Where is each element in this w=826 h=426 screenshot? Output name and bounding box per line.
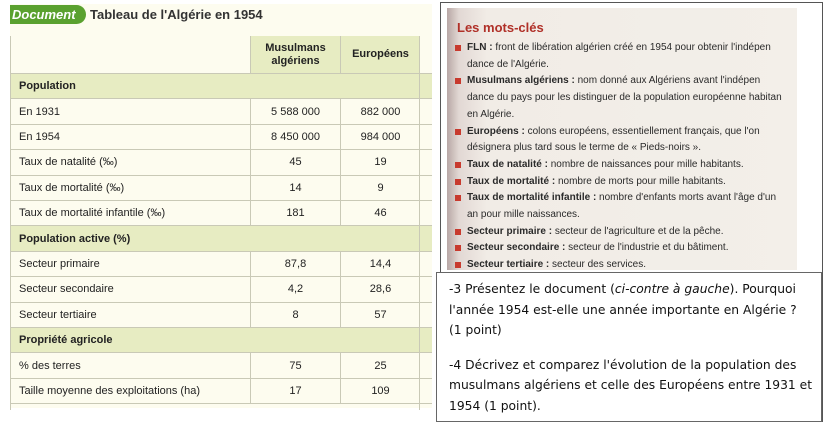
table-header-row [10,36,432,74]
keyword-definition: nombre d'enfants morts avant l'âge d'un [596,192,777,204]
row-label: Population active (%) [19,232,131,245]
keyword-term: Secteur primaire : [467,225,553,237]
cell-musulmans: 8 450 000 [250,125,340,149]
table-row [10,303,432,328]
table-section-row [10,226,432,251]
keyword-line [451,257,796,270]
cell-europeens: 57 [340,303,420,327]
keywords-title: Les mots-clés [457,20,544,35]
document-title: Tableau de l'Algérie en 1954 [90,7,263,22]
keyword-term: FLN : [467,42,493,53]
header-europeens: Européens [340,36,420,73]
cell-europeens: 46 [340,201,420,225]
table-row [10,125,432,150]
header-empty-cell [10,36,250,73]
keyword-definition: nombre de morts pour mille habitants. [555,175,726,187]
row-label: Taux de natalité (‰) [19,156,118,169]
keyword-term: Taux de natalité : [467,158,548,170]
cell-musulmans: 5 588 000 [250,99,340,123]
bullet-icon [455,179,461,185]
cell-musulmans: 8 [250,303,340,327]
keyword-definition: colons européens, essentiellement français, que l'on [524,125,760,137]
keyword-definition: en Algérie. [467,108,515,120]
keyword-line [451,124,796,141]
keyword-line [451,140,796,157]
document-header [10,4,432,26]
cell-musulmans: 45 [250,150,340,174]
question-3-suffix: ). Pourquoi l'année 1954 est-elle une année importante en Algérie ? (1 point) [449,282,797,337]
keyword-term: Taux de mortalité : [467,175,556,187]
keyword-line [451,224,796,241]
row-label: Taux de mortalité infantile (‰) [19,207,166,220]
cell-europeens: 28,6 [340,277,420,301]
keyword-line [451,57,796,74]
bullet-icon [455,129,461,135]
questions-box [436,272,822,422]
cell-europeens: 25 [340,353,420,377]
table-row [10,379,432,404]
row-label: En 1954 [19,130,60,143]
keyword-line [451,40,796,57]
header-musulmans: Musulmans algériens [250,36,340,73]
cell-europeens: 9 [340,176,420,200]
keyword-definition: dance de l'Algérie. [467,58,549,70]
bullet-icon [455,162,461,168]
row-label: % des terres [19,359,81,372]
keyword-definition: secteur de l'agriculture et de la pêche. [552,225,724,237]
keyword-term: Secteur tertiaire : [467,259,550,270]
cell-europeens: 109 [340,379,420,403]
keyword-term: Européens : [467,125,525,137]
table-row [10,99,432,124]
keyword-line [451,240,796,257]
row-label: Taux de mortalité (‰) [19,181,125,194]
keyword-term: Musulmans algériens : [467,75,575,87]
keyword-line [451,90,796,107]
keyword-definition: désignera plus tard sous le terme de « Pieds-noirs ». [467,142,702,154]
row-label: Secteur primaire [19,257,100,270]
table-row [10,201,432,226]
keyword-definition: nombre de naissances pour mille habitants. [547,158,744,170]
question-4: -4 Décrivez et comparez l'évolution de la population des musulmans algériens et celle des Européens entre 1931 et 1954 (1 point). [449,357,813,413]
bullet-icon [455,45,461,51]
keyword-definition: secteur de l'industrie et du bâtiment. [565,242,729,254]
cell-musulmans: 4,2 [250,277,340,301]
table-section-row [10,328,432,353]
row-label: Population [19,80,76,93]
bullet-icon [455,78,461,84]
bullet-icon [455,229,461,235]
keywords-photo [447,8,797,270]
keyword-line [451,157,796,174]
row-label: Taille moyenne des exploitations (ha) [19,384,200,397]
cell-europeens: 882 000 [340,99,420,123]
table-row [10,252,432,277]
row-label: Secteur secondaire [19,283,114,296]
row-label: Secteur tertiaire [19,308,97,321]
keyword-line [451,207,796,224]
cell-musulmans: 75 [250,353,340,377]
row-label: En 1931 [19,105,60,118]
row-label: Propriété agricole [19,334,113,347]
keyword-definition: secteur des services. [549,259,646,270]
keyword-line [451,73,796,90]
keyword-line [451,190,796,207]
cell-musulmans: 181 [250,201,340,225]
cell-musulmans: 87,8 [250,252,340,276]
cell-europeens: 14,4 [340,252,420,276]
table-row [10,277,432,302]
keyword-definition: front de libération algérien créé en 1954 pour obtenir l'indépen [492,42,771,53]
keyword-definition: nom donné aux Algériens avant l'indépen [574,75,761,87]
cell-musulmans: 14 [250,176,340,200]
keyword-term: Secteur secondaire : [467,242,566,254]
keyword-line [451,174,796,191]
keyword-term: Taux de mortalité infantile : [467,192,597,204]
bullet-icon [455,195,461,201]
question-3-italic: ci-contre à gauche [614,282,730,296]
bullet-icon [455,245,461,251]
keyword-definition: dance du pays pour les distinguer de la population européenne habitan [467,92,782,104]
bullet-icon [455,262,461,268]
keyword-line [451,107,796,124]
cell-europeens: 984 000 [340,125,420,149]
document-panel [10,4,432,408]
question-3-prefix: -3 Présentez le document ( [449,282,615,296]
table-row [10,150,432,175]
table-section-row [10,74,432,99]
question-3 [449,279,813,341]
keywords-list [451,40,796,270]
table-row [10,353,432,378]
keyword-definition: an pour mille naissances. [467,209,580,221]
document-tag: Document [10,5,86,24]
cell-musulmans: 17 [250,379,340,403]
cell-europeens: 19 [340,150,420,174]
table-row [10,176,432,201]
